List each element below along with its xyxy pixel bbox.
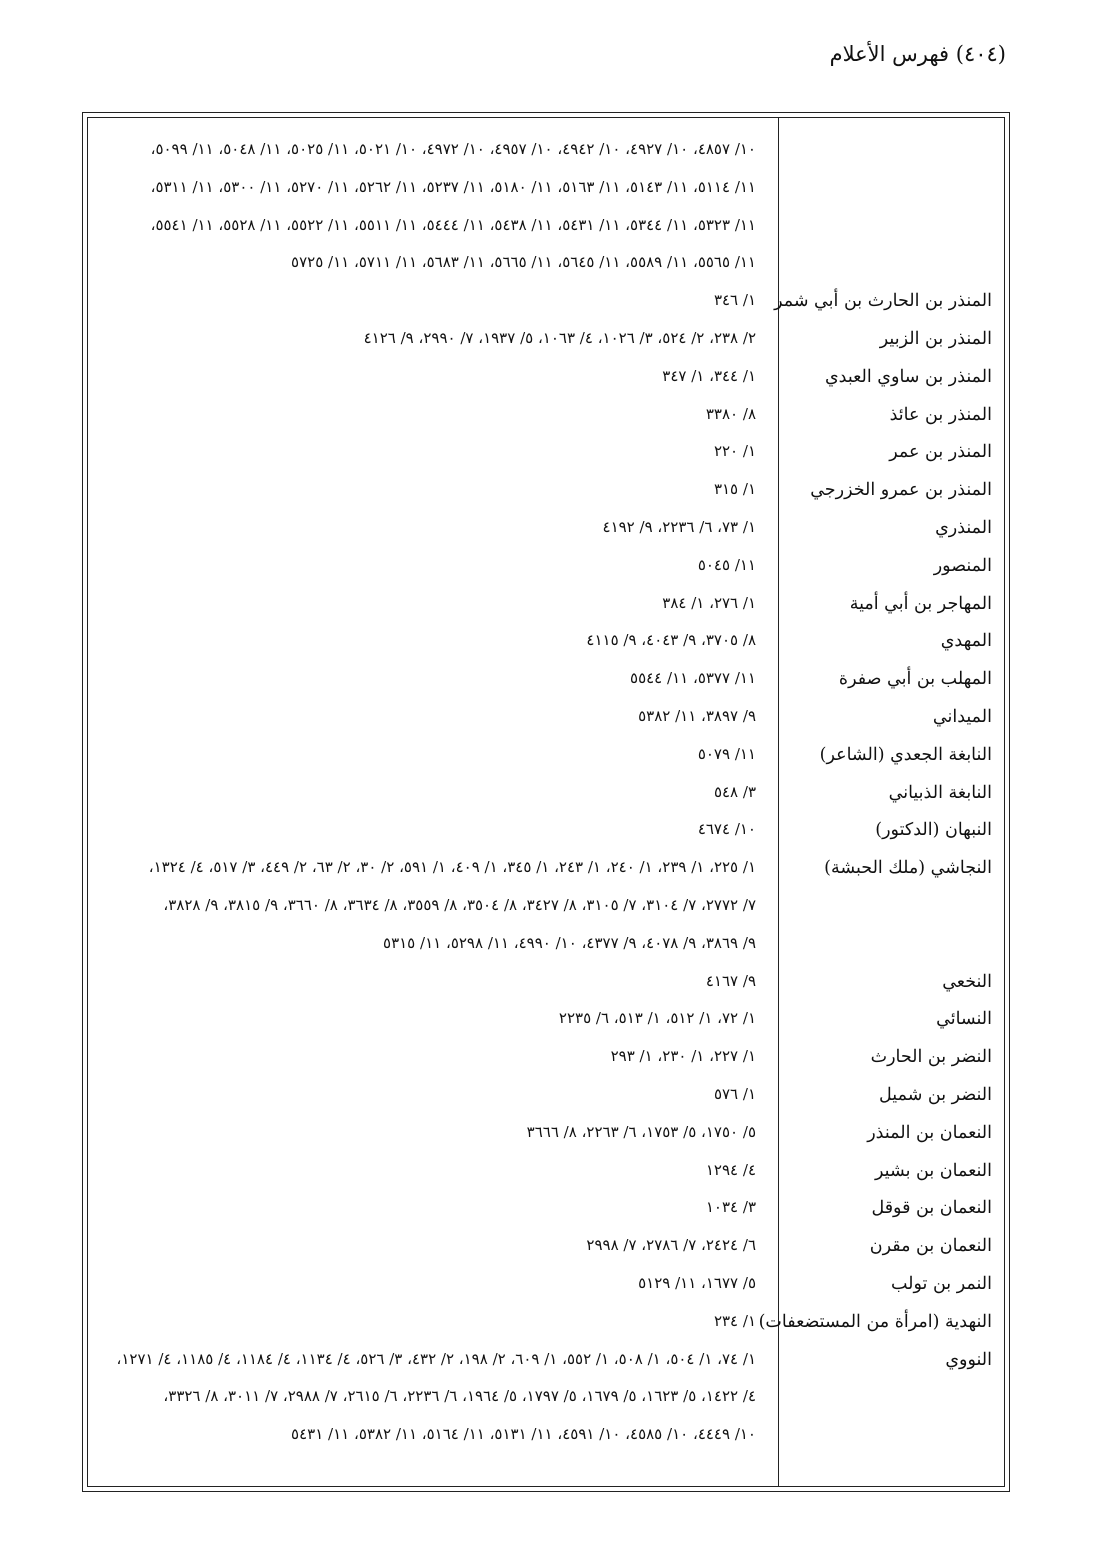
entry-name: المهدي (940, 631, 992, 652)
entry-name: النعمان بن المنذر (867, 1122, 992, 1143)
entry-name: المنذر بن عمرو الخزرجي (810, 480, 992, 501)
entry-name: المنذري (935, 517, 992, 538)
entry-name: المهاجر بن أبي أمية (849, 593, 992, 614)
entry-references: ٦/ ٢٤٢٤، ٧/ ٢٧٨٦، ٧/ ٢٩٩٨ (586, 1236, 756, 1255)
entry-references: ٢/ ٢٣٨، ٢/ ٥٢٤، ٣/ ١٠٢٦، ٤/ ١٠٦٣، ٥/ ١٩٣٧، ٧/ ٢٩٩٠، ٩/ ٤١٢٦ (363, 328, 756, 347)
entry-references: ٩/ ٤١٦٧ (705, 971, 756, 990)
index-row (88, 814, 1004, 852)
entry-name: النعمان بن مقرن (869, 1236, 992, 1257)
index-row (88, 550, 1004, 588)
entry-name: المنذر بن الزبير (879, 328, 992, 349)
entry-name: المنذر بن ساوي العبدي (824, 366, 992, 387)
entry-references: ٣/ ١٠٣٤ (705, 1198, 756, 1217)
entry-references: ١٠/ ٤٨٥٧، ١٠/ ٤٩٢٧، ١٠/ ٤٩٤٢، ١٠/ ٤٩٥٧، ١٠/ ٤٩٧٢، ١٠/ ٥٠٢١، ١١/ ٥٠٢٥، ١١/ ٥٠٤٨، ١١/ ٥٠٩٩، (150, 140, 756, 158)
entry-references: ٤/ ١٢٩٤ (705, 1160, 756, 1179)
entry-references: ١/ ٧٢، ١/ ٥١٢، ١/ ٥١٣، ٦/ ٢٢٣٥ (558, 1009, 756, 1028)
entry-references: ٨/ ٣٧٠٥، ٩/ ٤٠٤٣، ٩/ ٤١١٥ (586, 631, 756, 650)
index-row (88, 739, 1004, 777)
index-row (88, 777, 1004, 815)
index-row (88, 399, 1004, 437)
entry-references: ١/ ٣٤٦ (713, 291, 756, 310)
index-row (88, 1155, 1004, 1193)
index-row (88, 890, 1004, 928)
entry-name: النجاشي (ملك الحبشة) (824, 858, 992, 879)
entry-name: النبهان (الدكتور) (875, 820, 992, 841)
index-row (88, 247, 1004, 285)
entry-name: المنذر بن عائذ (889, 404, 992, 425)
index-row (88, 663, 1004, 701)
entry-references: ١١/ ٥٠٤٥ (697, 555, 756, 574)
index-row (88, 966, 1004, 1004)
entry-references: ١/ ٢٧٦، ١/ ٣٨٤ (662, 593, 756, 612)
index-table-frame (82, 112, 1010, 1492)
index-row (88, 134, 1004, 172)
index-table (87, 117, 1005, 1487)
index-row (88, 512, 1004, 550)
entry-references: ٥/ ١٧٥٠، ٥/ ١٧٥٣، ٦/ ٢٢٦٣، ٨/ ٣٦٦٦ (526, 1122, 756, 1141)
entry-references: ٧/ ٢٧٧٢، ٧/ ٣١٠٤، ٧/ ٣١٠٥، ٨/ ٣٤٢٧، ٨/ ٣٥٠٤، ٨/ ٣٥٥٩، ٨/ ٣٦٣٤، ٨/ ٣٦٦٠، ٩/ ٣٨١٥، ٩/ ٣٨٢٨، (163, 895, 756, 914)
entry-name: الميداني (932, 706, 992, 727)
index-row (88, 701, 1004, 739)
page-title: فهرس الأعلام (829, 42, 950, 66)
entry-references: ٩/ ٣٨٦٩، ٩/ ٤٠٧٨، ٩/ ٤٣٧٧، ١٠/ ٤٩٩٠، ١١/ ٥٢٩٨، ١١/ ٥٣١٥ (383, 933, 756, 952)
index-row (88, 1344, 1004, 1382)
entry-name: النهدية (امرأة من المستضعفات) (758, 1311, 992, 1332)
index-row (88, 285, 1004, 323)
entry-name: المهلب بن أبي صفرة (838, 669, 992, 690)
entry-references: ١/ ٢٣٤ (713, 1311, 756, 1330)
entry-name: النابغة الجعدي (الشاعر) (819, 744, 992, 765)
index-row (88, 436, 1004, 474)
entry-references: ٤/ ١٤٢٢، ٥/ ١٦٢٣، ٥/ ١٦٧٩، ٥/ ١٧٩٧، ٥/ ١٩٦٤، ٦/ ٢٢٣٦، ٦/ ٢٦١٥، ٧/ ٢٩٨٨، ٧/ ٣٠١١، ٨/ ٣٣٢٦، (163, 1387, 756, 1406)
index-row (88, 1419, 1004, 1457)
entry-name: النعمان بن قوقل (871, 1198, 992, 1219)
entry-name: المنصور (933, 555, 992, 576)
index-row (88, 361, 1004, 399)
entry-references: ٣/ ٥٤٨ (713, 782, 756, 801)
entry-references: ١/ ٣١٥ (713, 480, 756, 499)
index-row (88, 1192, 1004, 1230)
entry-references: ١/ ٧٣، ٦/ ٢٢٣٦، ٩/ ٤١٩٢ (602, 517, 756, 536)
entry-references: ١/ ٢٢٠ (713, 442, 756, 461)
index-row (88, 1079, 1004, 1117)
entry-references: ٩/ ٣٨٩٧، ١١/ ٥٣٨٢ (638, 706, 756, 725)
entry-name: المنذر بن عمر (889, 442, 992, 463)
index-row (88, 1117, 1004, 1155)
entry-references: ١١/ ٥١١٤، ١١/ ٥١٤٣، ١١/ ٥١٦٣، ١١/ ٥١٨٠، ١١/ ٥٢٣٧، ١١/ ٥٢٦٢، ١١/ ٥٢٧٠، ١١/ ٥٣٠٠، ١١/ ٥٣١١، (150, 177, 756, 196)
page-number: (٤٠٤) (955, 42, 1006, 66)
index-rows (88, 134, 1004, 1457)
entry-name: النابغة الذبياني (888, 782, 992, 803)
entry-name: النضر بن الحارث (870, 1047, 992, 1068)
entry-name: النسائي (936, 1009, 992, 1030)
entry-name: النضر بن شميل (879, 1084, 992, 1105)
index-row (88, 474, 1004, 512)
entry-references: ١/ ٢٢٥، ١/ ٢٣٩، ١/ ٢٤٠، ١/ ٢٤٣، ١/ ٣٤٥، ١/ ٤٠٩، ١/ ٥٩١، ٢/ ٣٠، ٢/ ٦٣، ٢/ ٤٤٩، ٣/ ٥١٧، ٤/ ١٣٢٤، (148, 858, 756, 877)
entry-name: النمر بن تولب (891, 1273, 992, 1294)
index-row (88, 1268, 1004, 1306)
entry-references: ١٠/ ٤٦٧٤ (697, 820, 756, 839)
entry-references: ٨/ ٣٣٨٠ (705, 404, 756, 423)
index-row (88, 323, 1004, 361)
index-row (88, 172, 1004, 210)
index-row (88, 1381, 1004, 1419)
entry-name: النعمان بن بشير (875, 1160, 992, 1181)
entry-references: ١/ ٧٤، ١/ ٥٠٤، ١/ ٥٠٨، ١/ ٥٥٢، ١/ ٦٠٩، ٢/ ١٩٨، ٢/ ٤٣٢، ٣/ ٥٢٦، ٤/ ١١٣٤، ٤/ ١١٨٤، ٤/ ١١٨٥، ٤/ ١٢٧١، (116, 1349, 756, 1368)
entry-references: ١/ ٣٤٤، ١/ ٣٤٧ (662, 366, 756, 385)
entry-references: ٥/ ١٦٧٧، ١١/ ٥١٢٩ (638, 1273, 756, 1292)
entry-references: ١١/ ٥٣٧٧، ١١/ ٥٥٤٤ (630, 669, 756, 688)
index-row (88, 588, 1004, 626)
index-row (88, 625, 1004, 663)
index-row (88, 928, 1004, 966)
entry-references: ١١/ ٥٠٧٩ (697, 744, 756, 763)
index-row (88, 1306, 1004, 1344)
entry-references: ١/ ٢٢٧، ١/ ٢٣٠، ١/ ٢٩٣ (610, 1047, 756, 1066)
index-row (88, 852, 1004, 890)
entry-name: النووي (945, 1349, 992, 1370)
index-row (88, 210, 1004, 248)
entry-name: المنذر بن الحارث بن أبي شمر (774, 291, 992, 312)
entry-references: ١/ ٥٧٦ (713, 1084, 756, 1103)
entry-references: ١١/ ٥٥٦٥، ١١/ ٥٥٨٩، ١١/ ٥٦٤٥، ١١/ ٥٦٦٥، ١١/ ٥٦٨٣، ١١/ ٥٧١١، ١١/ ٥٧٢٥ (291, 253, 756, 272)
entry-name: النخعي (942, 971, 992, 992)
entry-references: ١٠/ ٤٤٤٩، ١٠/ ٤٥٨٥، ١٠/ ٤٥٩١، ١١/ ٥١٣١، ١١/ ٥١٦٤، ١١/ ٥٣٨٢، ١١/ ٥٤٣١ (291, 1425, 756, 1444)
index-row (88, 1003, 1004, 1041)
page-header (830, 42, 1006, 66)
index-row (88, 1230, 1004, 1268)
index-row (88, 1041, 1004, 1079)
entry-references: ١١/ ٥٣٢٣، ١١/ ٥٣٤٤، ١١/ ٥٤٣١، ١١/ ٥٤٣٨، ١١/ ٥٤٤٤، ١١/ ٥٥١١، ١١/ ٥٥٢٢، ١١/ ٥٥٢٨، ١١/ ٥٥٤١، (150, 215, 756, 234)
